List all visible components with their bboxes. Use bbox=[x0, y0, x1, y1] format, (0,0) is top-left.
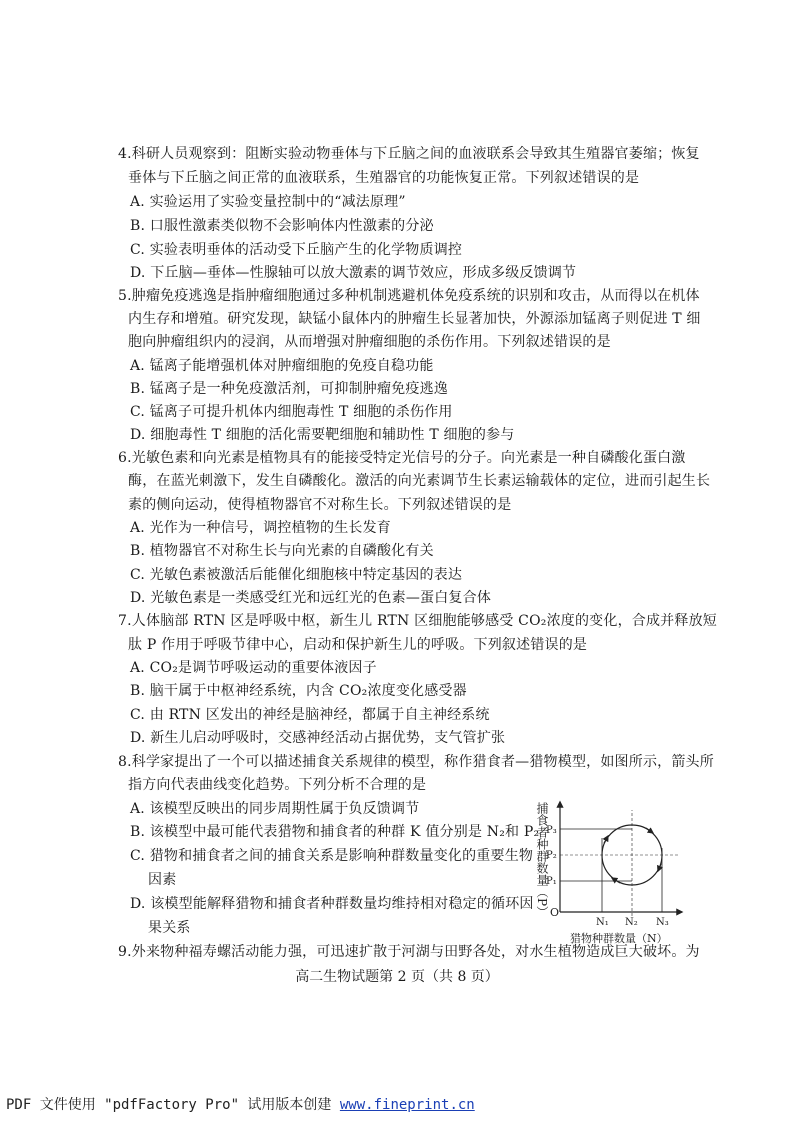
question-6-option-a: A. 光作为一种信号，调控植物的生长发育 bbox=[130, 520, 392, 536]
y-tick-p2: P₂ bbox=[546, 850, 557, 861]
question-6-option-d: D. 光敏色素是一类感受红光和远红光的色素—蛋白复合体 bbox=[130, 590, 492, 606]
question-4-option-c: C. 实验表明垂体的活动受下丘脑产生的化学物质调控 bbox=[130, 242, 463, 258]
pdf-watermark bbox=[6, 1094, 475, 1114]
watermark-text: PDF 文件使用 "pdfFactory Pro" 试用版本创建 bbox=[6, 1097, 340, 1113]
question-8-line-1: 8.科学家提出了一个可以描述捕食关系规律的模型，称作猎食者—猎物模型，如图所示，箭头所 bbox=[118, 754, 714, 770]
question-4-option-d: D. 下丘脑—垂体—性腺轴可以放大激素的调节效应，形成多级反馈调节 bbox=[130, 265, 577, 281]
question-6-line-1: 6.光敏色素和向光素是植物具有的能接受特定光信号的分子。向光素是一种自磷酸化蛋白激 bbox=[118, 450, 686, 466]
watermark-link[interactable]: www.fineprint.cn bbox=[339, 1097, 475, 1113]
question-8-option-b: B. 该模型中最可能代表猎物和捕食者的种群 K 值分别是 N₂和 P₂ bbox=[130, 824, 540, 840]
question-7-option-d: D. 新生儿启动呼吸时，交感神经活动占据优势，支气管扩张 bbox=[130, 730, 506, 746]
question-6-option-b: B. 植物器官不对称生长与向光素的自磷酸化有关 bbox=[130, 543, 434, 559]
question-7-option-b: B. 脑干属于中枢神经系统，内含 CO₂浓度变化感受器 bbox=[130, 683, 467, 699]
y-axis-label: 捕食者种群数量（P） bbox=[535, 802, 549, 919]
question-7-line-2: 肽 P 作用于呼吸节律中心，启动和保护新生儿的呼吸。下列叙述错误的是 bbox=[128, 637, 588, 653]
predator-prey-figure bbox=[520, 798, 690, 948]
question-8-option-c: C. 猎物和捕食者之间的捕食关系是影响种群数量变化的重要生物 bbox=[130, 848, 534, 864]
question-9-line-1: 9.外来物种福寿螺活动能力强，可迅速扩散于河湖与田野各处，对水生植物造成巨大破坏。为 bbox=[118, 944, 700, 960]
cycle-arrow-3 bbox=[612, 878, 620, 883]
question-6-option-c: C. 光敏色素被激活后能催化细胞核中特定基因的表达 bbox=[130, 567, 463, 583]
question-7-option-a: A. CO₂是调节呼吸运动的重要体液因子 bbox=[130, 660, 377, 676]
question-8-option-d: D. 该模型能解释猎物和捕食者种群数量均维持相对稳定的循环因 bbox=[130, 896, 534, 912]
cycle-arrow-4 bbox=[604, 836, 608, 843]
y-tick-p3: P₃ bbox=[546, 825, 557, 836]
question-4-option-a: A. 实验运用了实验变量控制中的“减法原理” bbox=[130, 194, 406, 210]
y-tick-p1: P₁ bbox=[546, 876, 557, 887]
question-8-option-c-cont: 因素 bbox=[148, 872, 177, 888]
page-footer: 高二生物试题第 2 页（共 8 页） bbox=[295, 969, 499, 985]
question-6-line-3: 素的侧向运动，使得植物器官不对称生长。下列叙述错误的是 bbox=[128, 497, 512, 513]
question-5-option-a: A. 锰离子能增强机体对肿瘤细胞的免疫自稳功能 bbox=[130, 358, 434, 374]
question-7-line-1: 7.人体脑部 RTN 区是呼吸中枢，新生儿 RTN 区细胞能够感受 CO₂浓度的变化，合成并释放短 bbox=[118, 613, 717, 629]
question-8-line-2: 指方向代表曲线变化趋势。下列分析不合理的是 bbox=[128, 777, 427, 793]
x-tick-n2: N₂ bbox=[625, 917, 638, 928]
question-6-line-2: 酶，在蓝光刺激下，发生自磷酸化。激活的向光素调节生长素运输载体的定位，进而引起生长 bbox=[128, 473, 711, 489]
question-5-line-3: 胞向肿瘤组织内的浸润，从而增强对肿瘤细胞的杀伤作用。下列叙述错误的是 bbox=[128, 334, 611, 350]
x-tick-n3: N₃ bbox=[656, 917, 669, 928]
question-7-option-c: C. 由 RTN 区发出的神经是脑神经，都属于自主神经系统 bbox=[130, 707, 490, 723]
question-5-option-c: C. 锰离子可提升机体内细胞毒性 T 细胞的杀伤作用 bbox=[130, 404, 453, 420]
question-4-line-2: 垂体与下丘脑之间正常的血液联系，生殖器官的功能恢复正常。下列叙述错误的是 bbox=[128, 170, 640, 186]
x-tick-n1: N₁ bbox=[596, 917, 609, 928]
question-5-option-b: B. 锰离子是一种免疫激活剂，可抑制肿瘤免疫逃逸 bbox=[130, 381, 448, 397]
question-8-option-a: A. 该模型反映出的同步周期性属于负反馈调节 bbox=[130, 801, 420, 817]
cycle-arrow-2 bbox=[658, 864, 661, 871]
question-5-option-d: D. 细胞毒性 T 细胞的活化需要靶细胞和辅助性 T 细胞的参与 bbox=[130, 427, 515, 443]
question-4-option-b: B. 口服性激素类似物不会影响体内性激素的分泌 bbox=[130, 218, 434, 234]
question-5-line-1: 5.肿瘤免疫逃逸是指肿瘤细胞通过多种机制逃避机体免疫系统的识别和攻击，从而得以在机体 bbox=[118, 288, 700, 304]
origin-label: O bbox=[550, 906, 560, 919]
predator-prey-diagram bbox=[520, 798, 690, 948]
cycle-arrow-1 bbox=[646, 828, 653, 833]
question-5-line-2: 内生存和增殖。研究发现，缺锰小鼠体内的肿瘤生长显著加快，外源添加锰离子则促进 T 细 bbox=[128, 311, 701, 327]
x-axis-label: 猎物种群数量（N） bbox=[570, 932, 668, 945]
question-8-option-d-cont: 果关系 bbox=[148, 920, 191, 936]
question-4-line-1: 4.科研人员观察到：阻断实验动物垂体与下丘脑之间的血液联系会导致其生殖器官萎缩；恢复 bbox=[118, 146, 700, 162]
